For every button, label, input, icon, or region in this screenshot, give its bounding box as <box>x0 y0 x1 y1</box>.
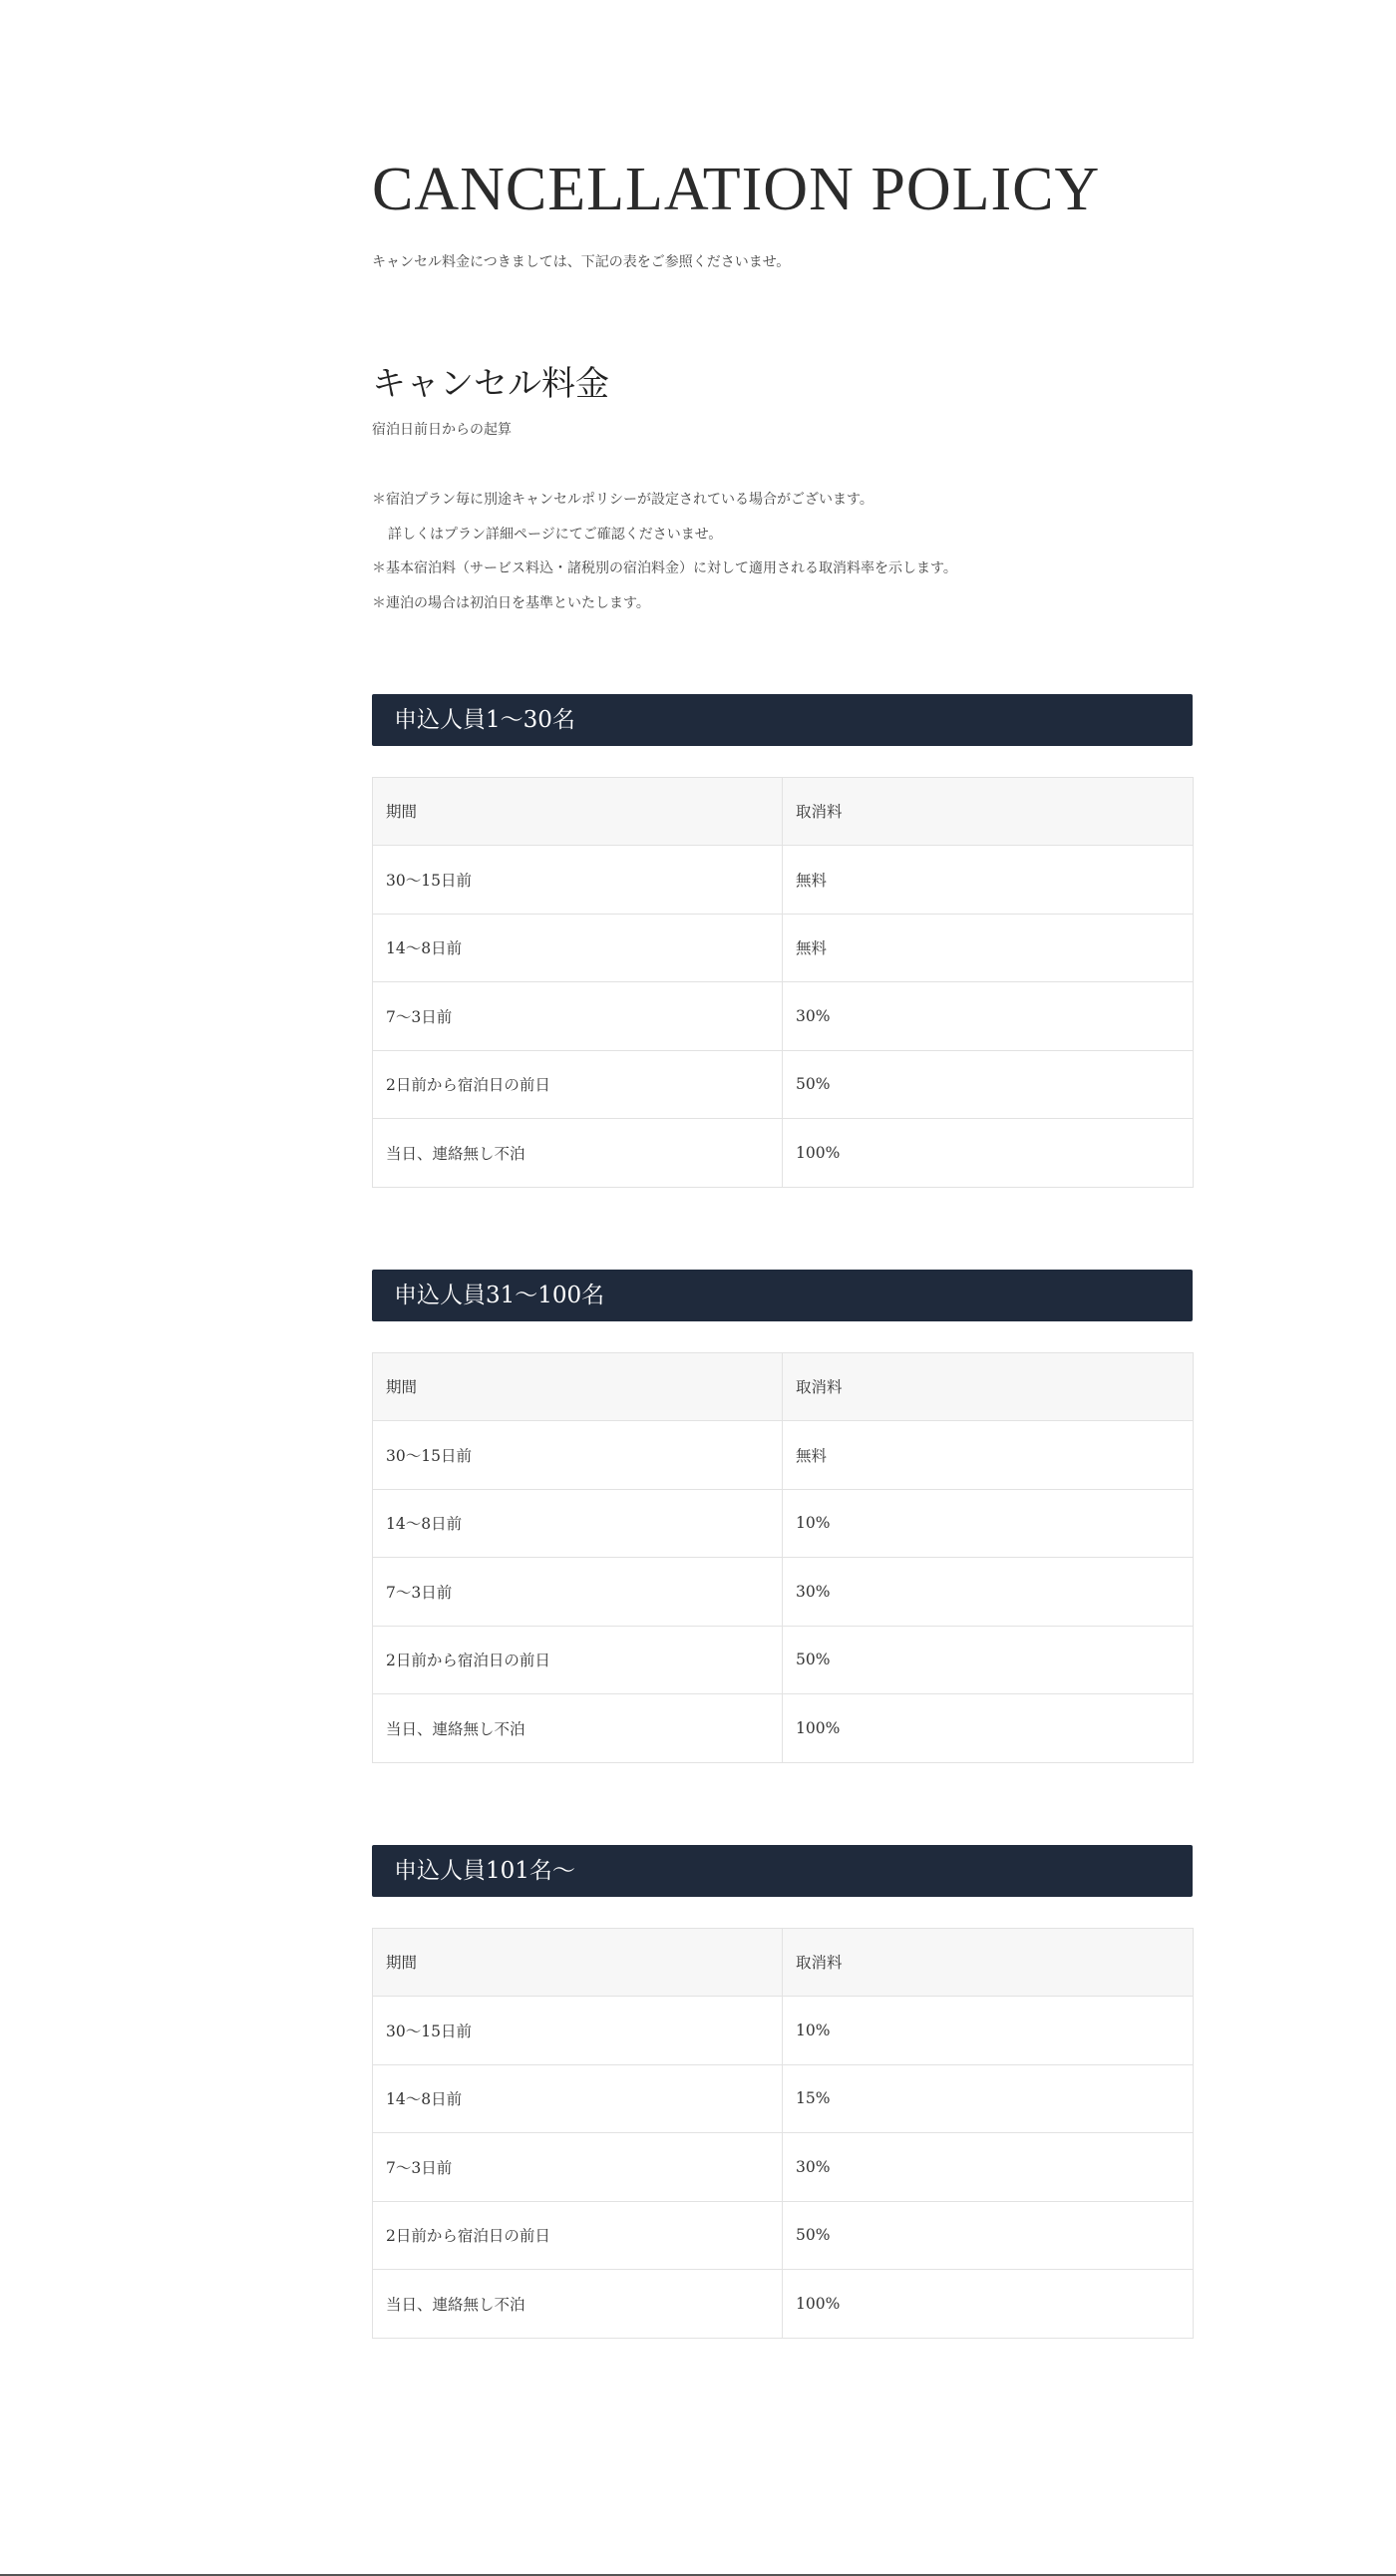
period-cell: 2日前から宿泊日の前日 <box>373 2201 783 2270</box>
table-row <box>373 2201 1194 2270</box>
note-item: ＊基本宿泊料（サービス料込・諸税別の宿泊料金）に対して適用される取消料率を示します。 <box>372 560 957 576</box>
period-cell: 14〜8日前 <box>373 2064 783 2133</box>
notes-list <box>372 490 1193 613</box>
period-cell: 14〜8日前 <box>373 914 783 982</box>
table-row <box>373 1050 1194 1119</box>
fee-cell: 10% <box>783 1997 1194 2065</box>
table-row <box>373 846 1194 915</box>
table-row <box>373 1626 1194 1694</box>
column-header-period: 期間 <box>373 1352 783 1421</box>
table-row <box>373 1489 1194 1558</box>
table-row <box>373 914 1194 982</box>
period-cell: 14〜8日前 <box>373 1489 783 1558</box>
note-item: ＊連泊の場合は初泊日を基準といたします。 <box>372 594 650 611</box>
fee-table-101-plus <box>372 1928 1194 2339</box>
column-header-fee: 取消料 <box>783 1352 1194 1421</box>
section-title: キャンセル料金 <box>372 364 609 404</box>
table-row <box>373 1119 1194 1188</box>
main-content <box>372 155 1193 2339</box>
table-row <box>373 1421 1194 1490</box>
group-header-101-plus: 申込人員101名〜 <box>372 1845 1193 1897</box>
table-row <box>373 2133 1194 2202</box>
table-row <box>373 2064 1194 2133</box>
intro-text: キャンセル料金につきましては、下記の表をご参照くださいませ。 <box>372 254 791 270</box>
fee-cell: 30% <box>783 2133 1194 2202</box>
table-row <box>373 1694 1194 1763</box>
fee-cell: 100% <box>783 1694 1194 1763</box>
table-header-row <box>373 777 1194 846</box>
fee-cell: 15% <box>783 2064 1194 2133</box>
group-header-1-30: 申込人員1〜30名 <box>372 694 1193 746</box>
period-cell: 当日、連絡無し不泊 <box>373 2270 783 2339</box>
fee-cell: 10% <box>783 1489 1194 1558</box>
period-cell: 7〜3日前 <box>373 2133 783 2202</box>
page-title: CANCELLATION POLICY <box>372 156 1101 223</box>
fee-cell: 50% <box>783 1626 1194 1694</box>
fee-cell: 50% <box>783 1050 1194 1119</box>
fee-cell: 無料 <box>783 846 1194 915</box>
fee-cell: 100% <box>783 1119 1194 1188</box>
period-cell: 当日、連絡無し不泊 <box>373 1119 783 1188</box>
fee-cell: 無料 <box>783 1421 1194 1490</box>
table-row <box>373 1997 1194 2065</box>
note-item: ＊宿泊プラン毎に別途キャンセルポリシーが設定されている場合がございます。 <box>372 492 873 508</box>
column-header-fee: 取消料 <box>783 1928 1194 1997</box>
table-header-row <box>373 1928 1194 1997</box>
note-item: 詳しくはプラン詳細ページにてご確認くださいませ。 <box>388 526 723 543</box>
period-cell: 30〜15日前 <box>373 846 783 915</box>
fee-cell: 100% <box>783 2270 1194 2339</box>
column-header-fee: 取消料 <box>783 777 1194 846</box>
period-cell: 7〜3日前 <box>373 1558 783 1627</box>
fee-table-1-30 <box>372 777 1194 1188</box>
period-cell: 30〜15日前 <box>373 1997 783 2065</box>
table-header-row <box>373 1352 1194 1421</box>
fee-cell: 50% <box>783 2201 1194 2270</box>
group-header-31-100: 申込人員31〜100名 <box>372 1270 1193 1321</box>
table-row <box>373 2270 1194 2339</box>
period-cell: 7〜3日前 <box>373 982 783 1051</box>
fee-cell: 30% <box>783 982 1194 1051</box>
fee-cell: 無料 <box>783 914 1194 982</box>
period-cell: 30〜15日前 <box>373 1421 783 1490</box>
section-subtitle: 宿泊日前日からの起算 <box>372 422 512 438</box>
fee-table-31-100 <box>372 1352 1194 1763</box>
table-row <box>373 982 1194 1051</box>
period-cell: 2日前から宿泊日の前日 <box>373 1626 783 1694</box>
period-cell: 当日、連絡無し不泊 <box>373 1694 783 1763</box>
fee-cell: 30% <box>783 1558 1194 1627</box>
period-cell: 2日前から宿泊日の前日 <box>373 1050 783 1119</box>
column-header-period: 期間 <box>373 777 783 846</box>
column-header-period: 期間 <box>373 1928 783 1997</box>
table-row <box>373 1558 1194 1627</box>
